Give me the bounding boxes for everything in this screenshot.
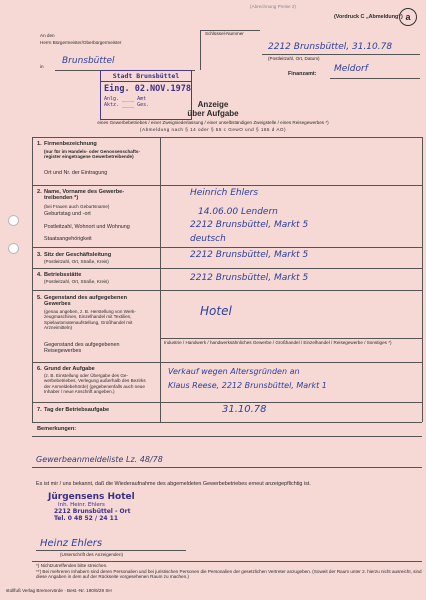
notice-text: Es ist mir / uns bekannt, daß die Wiederaufnahme des abgemeldeten Gewerbebetriebes erneut anzeigepflichtig ist. (36, 481, 311, 487)
section-1-sub: (nur für im Handels- oder Genossenschafts-register eingetragene Gewerbetreibende) (44, 149, 140, 160)
premises-value: 2212 Brunsbüttel, Markt 5 (190, 273, 309, 283)
section-6-title: Grund der Aufgabe (44, 366, 95, 372)
section-2-sub2: Geburtstag und -ort (44, 211, 91, 217)
business-type-options: Industrie / Handwerk / handwerksähnliches Gewerbe / Großhandel / Einzelhandel / Reisegewerbe / Sonstiges *) (164, 340, 392, 345)
footnote-2: **) Bei mehreren Inhabern sind deren Personalien und bei juristischen Personen die Personalien der gesetzlichen Vertreter anzugeben. (Soweit der Raum unter 2. hierzu nicht ausreicht, sind diese Angaben in dem auf der Rückseite vorgesehenen Raum zu machen.) (36, 569, 422, 580)
in-label: in (40, 64, 44, 69)
finanzamt-value: Meldorf (334, 64, 368, 74)
title-line2: über Aufgabe (187, 109, 239, 118)
title-line4: (Abmeldung nach § 14 oder § 55 c GewO und § 165 d AO) (139, 127, 286, 132)
place-date-value: 2212 Brunsbüttel, 31.10.78 (268, 42, 393, 52)
reason-line2: Klaus Reese, 2212 Brunsbüttel, Markt 1 (168, 381, 327, 390)
hotel-stamp: Jürgensens Hotel Inh. Heinr. Ehlers 2212 Brunsbüttel - Ort Tel. 0 48 52 / 24 11 (48, 492, 135, 522)
section-2-num: 2. (37, 189, 42, 195)
section-6-sub: (z. B. Einstellung oder Übergabe des Ge-werbebetriebes, Verlegung außerhalb des Bezirks der Anmeldebehörde) (gegebenenfalls auch neue Inhaber / neue Anschrift angeben.) (44, 373, 146, 395)
title-line3: eines Gewerbebetriebes / einer Zweigniederlassung / einer unselbständigen Zweigstelle / eines Reisegewerbes *) (97, 120, 329, 125)
punch-hole (8, 243, 19, 254)
footnote-1: *) Nichtzutreffendes bitte streichen. (36, 563, 108, 568)
section-1-num: 1. (37, 141, 42, 147)
printer-imprint: stollfuß Verlag Bremervörde · Best.-Nr. 190/6/29 SH (6, 588, 112, 593)
finanzamt-label: Finanzamt: (288, 71, 317, 77)
form-tag: (Vordruck C „Abmeldung“) (334, 14, 403, 20)
addressee: Herrn Bürgermeister/Oberbürgermeister (40, 40, 122, 45)
hq-value: 2212 Brunsbüttel, Markt 5 (190, 250, 309, 260)
section-2-title: Name, Vorname des Gewerbe-treibenden *) (44, 189, 125, 201)
section-5-title: Gegenstand des aufgegebenen Gewerbes (44, 295, 127, 307)
remarks-label: Bemerkungen: (37, 426, 77, 432)
schluessel-label: Schlüssel-Nummer (205, 31, 244, 36)
reason-line1: Verkauf wegen Altersgründen an (168, 367, 300, 376)
section-2-sub4: Staatsangehörigkeit (44, 236, 92, 242)
section-1-sub2: Ort und Nr. der Eintragung (44, 170, 108, 176)
owner-birth: 14.06.00 Lendern (198, 207, 278, 217)
section-5-sub2: Gegenstand des aufgegebenen Reisegewerbes (44, 342, 120, 355)
top-note: (Abrechnung Preise 2) (250, 4, 296, 9)
section-4-sub: (Postleitzahl, Ort, Straße, Kreis) (44, 279, 109, 284)
section-3-sub: (Postleitzahl, Ort, Straße, Kreis) (44, 259, 109, 264)
section-6-num: 6. (37, 366, 42, 372)
punch-hole (8, 215, 19, 226)
owner-name: Heinrich Ehlers (190, 188, 259, 198)
section-4-title: Betriebsstätte (44, 272, 82, 278)
remarks-value: Gewerbeanmeldeliste Lz. 48/78 (36, 455, 163, 464)
owner-nationality: deutsch (190, 234, 226, 244)
section-4-num: 4. (37, 272, 42, 278)
section-2-sub3: Postleitzahl, Wohnort und Wohnung (44, 224, 130, 230)
signature-label: (Unterschrift des Anzeigenden) (60, 552, 124, 557)
city-value: Brunsbüttel (62, 56, 115, 66)
place-date-label: (Postleitzahl, Ort, Datum) (268, 56, 320, 61)
business-value: Hotel (200, 304, 232, 318)
owner-address: 2212 Brunsbüttel, Markt 5 (190, 220, 309, 230)
section-2-sub: (bei Frauen auch Geburtsname) (44, 204, 110, 209)
an-den-label: An den (40, 33, 55, 38)
incoming-stamp: Stadt Brunsbüttel Eing. 02.NOV.1978 Anlg. ____ Amt Aktz. ____ Ges. (100, 70, 192, 120)
section-5-num: 5. (37, 295, 42, 301)
section-3-title: Sitz der Geschäftsleitung (44, 252, 112, 258)
title-line1: Anzeige (197, 100, 229, 109)
closing-date: 31.10.78 (222, 404, 267, 415)
section-7-num: 7. (37, 407, 42, 413)
section-5-sub: (genau angeben, z. B. Herstellung von Werk-zeugmaschinen, Einzelhandel mit Textilien, Spielautomatenaufstellung, Großhandel mit Arzneimitteln) (44, 309, 136, 331)
signature: Heinz Ehlers (40, 538, 103, 549)
section-1-title: Firmenbezeichnung (44, 141, 97, 147)
form-letter-badge: a (399, 8, 417, 26)
section-7-title: Tag der Betriebsaufgabe (44, 407, 110, 413)
section-3-num: 3. (37, 252, 42, 258)
